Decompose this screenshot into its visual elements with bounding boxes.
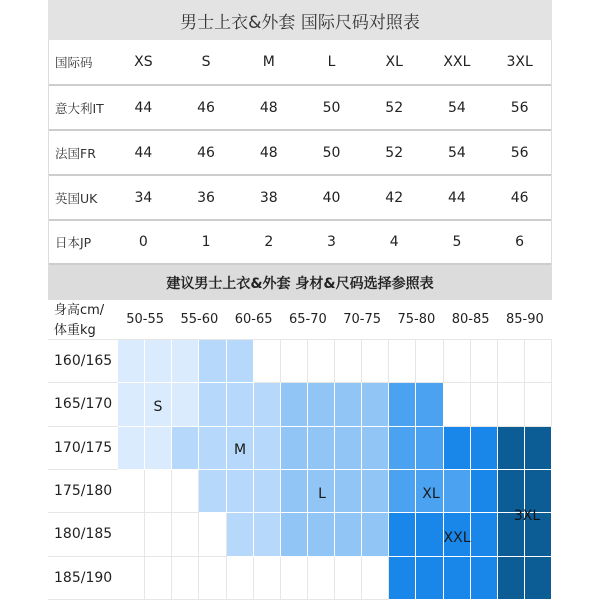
corner-label-height: 身高cm/ (54, 303, 105, 318)
fit-cell (525, 557, 552, 600)
weight-range-header: 75-80 (397, 312, 436, 327)
intl-value: 3XL (506, 54, 533, 70)
fit-cell (308, 513, 335, 556)
fit-cell (254, 557, 281, 600)
intl-row-it (49, 86, 551, 131)
fit-cell (254, 470, 281, 513)
fit-cell (118, 557, 145, 600)
fit-cell (254, 513, 281, 556)
fit-cell (471, 340, 498, 383)
fit-cell (145, 513, 172, 556)
height-range-column (48, 340, 118, 600)
height-range-label: 165/170 (48, 383, 118, 426)
fit-cell (172, 513, 199, 556)
fit-cell (281, 427, 308, 470)
intl-row-size-code (49, 40, 551, 86)
fit-cell (227, 557, 254, 600)
fit-cell (308, 383, 335, 426)
fit-cell (525, 383, 552, 426)
intl-value: L (327, 54, 336, 70)
fit-cell (145, 470, 172, 513)
intl-value: 38 (259, 189, 278, 206)
height-range-label: 185/190 (48, 557, 118, 600)
fit-cell (199, 557, 226, 600)
intl-row-uk (49, 176, 551, 221)
intl-value: 1 (201, 234, 211, 250)
fit-cell (416, 340, 443, 383)
fit-cell (498, 427, 525, 470)
intl-value: XL (385, 54, 403, 70)
fit-guide-title: 建议男士上衣&外套 身材&尺码选择参照表 (166, 275, 434, 292)
fit-cell (308, 557, 335, 600)
fit-cell (254, 340, 281, 383)
fit-cell (362, 470, 389, 513)
corner-label (48, 300, 118, 340)
intl-value: 4 (389, 234, 399, 250)
fit-cell (281, 557, 308, 600)
fit-cell (525, 470, 552, 513)
fit-cell (335, 557, 362, 600)
fit-guide-table (48, 300, 552, 600)
corner-label-weight: 体重kg (54, 323, 96, 338)
intl-size-title-bar (48, 0, 552, 40)
fit-cell (172, 470, 199, 513)
fit-cell (498, 470, 525, 513)
fit-heatmap-grid (118, 340, 552, 600)
fit-cell (416, 557, 443, 600)
fit-cell (389, 427, 416, 470)
intl-value: M (262, 54, 275, 70)
fit-cell (172, 383, 199, 426)
fit-cell (118, 470, 145, 513)
fit-cell (362, 383, 389, 426)
fit-cell (254, 383, 281, 426)
intl-value: XS (134, 54, 153, 70)
fit-cell (308, 340, 335, 383)
fit-cell (471, 557, 498, 600)
intl-value: 46 (197, 99, 215, 116)
intl-value: 5 (452, 234, 462, 250)
weight-range-header: 60-65 (234, 312, 273, 327)
intl-value: 48 (259, 144, 278, 161)
size-zone-label-l: L (318, 486, 326, 502)
intl-row-fr (49, 131, 551, 176)
fit-cell (227, 340, 254, 383)
fit-cell (335, 383, 362, 426)
fit-cell (471, 470, 498, 513)
fit-cell (172, 557, 199, 600)
row-label: 意大利IT (55, 100, 104, 116)
intl-value: 0 (138, 234, 148, 250)
intl-value: 46 (510, 189, 529, 206)
row-label: 国际码 (55, 55, 93, 70)
fit-cell (199, 470, 226, 513)
size-zone-label-3xl: 3XL (513, 508, 541, 524)
intl-value: 56 (510, 99, 529, 116)
fit-cell (362, 557, 389, 600)
weight-range-header: 55-60 (180, 312, 219, 327)
fit-cell (525, 340, 552, 383)
fit-cell (118, 513, 145, 556)
size-zone-label-xl: XL (422, 486, 440, 502)
intl-size-title: 男士上衣&外套 国际尺码对照表 (180, 12, 420, 33)
weight-range-header: 85-90 (505, 312, 544, 327)
fit-cell (416, 383, 443, 426)
fit-cell (444, 340, 471, 383)
intl-size-table (48, 40, 552, 265)
fit-cell (281, 470, 308, 513)
intl-value: 40 (322, 189, 341, 206)
fit-cell (471, 383, 498, 426)
intl-row-jp (49, 221, 551, 265)
intl-value: 36 (197, 189, 215, 206)
fit-cell (389, 340, 416, 383)
weight-range-header-row (118, 300, 552, 340)
intl-value: 6 (515, 234, 525, 250)
intl-value: 3 (327, 234, 336, 250)
fit-cell (471, 513, 498, 556)
intl-value: 50 (322, 144, 341, 161)
fit-cell (416, 513, 443, 556)
fit-cell (118, 383, 145, 426)
intl-value: 44 (448, 189, 466, 206)
fit-cell (389, 557, 416, 600)
fit-cell (335, 340, 362, 383)
fit-cell (199, 513, 226, 556)
fit-cell (118, 427, 145, 470)
fit-cell (227, 513, 254, 556)
weight-range-header: 80-85 (451, 312, 490, 327)
fit-cell (308, 427, 335, 470)
row-label: 日本JP (55, 235, 92, 250)
intl-value: 54 (448, 144, 466, 161)
fit-cell (199, 340, 226, 383)
intl-value: 52 (385, 99, 404, 116)
fit-cell (281, 340, 308, 383)
fit-cell (145, 340, 172, 383)
fit-cell (145, 427, 172, 470)
fit-cell (389, 513, 416, 556)
fit-cell (145, 557, 172, 600)
height-range-label: 175/180 (48, 470, 118, 513)
row-label: 法国FR (55, 145, 96, 161)
fit-cell (335, 513, 362, 556)
fit-cell (335, 427, 362, 470)
fit-cell (227, 383, 254, 426)
fit-cell (389, 383, 416, 426)
intl-value: 52 (385, 144, 404, 161)
fit-cell (498, 383, 525, 426)
fit-cell (362, 340, 389, 383)
fit-cell (172, 340, 199, 383)
fit-cell (254, 427, 281, 470)
intl-value: 44 (134, 144, 153, 161)
fit-cell (199, 383, 226, 426)
intl-value: 34 (134, 189, 153, 206)
fit-cell (444, 557, 471, 600)
fit-cell (199, 427, 226, 470)
height-range-label: 180/185 (48, 513, 118, 556)
weight-range-header: 70-75 (343, 312, 382, 327)
fit-guide-title-bar (48, 265, 552, 300)
intl-value: 46 (197, 144, 215, 161)
intl-value: 42 (385, 189, 404, 206)
weight-range-header: 50-55 (126, 312, 165, 327)
fit-cell (118, 340, 145, 383)
fit-cell (281, 513, 308, 556)
fit-cell (444, 427, 471, 470)
fit-cell (498, 557, 525, 600)
height-range-label: 160/165 (48, 340, 118, 383)
fit-cell (444, 470, 471, 513)
fit-cell (525, 427, 552, 470)
fit-cell (281, 383, 308, 426)
row-label: 英国UK (55, 190, 98, 206)
intl-value: 54 (448, 99, 466, 116)
intl-value: XXL (443, 54, 471, 70)
intl-value: 50 (322, 99, 341, 116)
fit-cell (416, 427, 443, 470)
fit-cell (362, 513, 389, 556)
intl-value: 48 (259, 99, 278, 116)
fit-cell (389, 470, 416, 513)
fit-cell (335, 470, 362, 513)
weight-range-header: 65-70 (288, 312, 327, 327)
fit-cell (172, 427, 199, 470)
fit-cell (471, 427, 498, 470)
size-zone-label-m: M (233, 442, 247, 458)
intl-value: 2 (264, 234, 274, 250)
intl-value: 44 (134, 99, 153, 116)
fit-cell (227, 470, 254, 513)
fit-cell (362, 427, 389, 470)
intl-value: 56 (510, 144, 529, 161)
fit-cell (444, 383, 471, 426)
height-range-label: 170/175 (48, 427, 118, 470)
size-zone-label-xxl: XXL (443, 530, 471, 546)
size-zone-label-s: S (153, 399, 163, 415)
fit-cell (498, 340, 525, 383)
intl-value: S (201, 54, 211, 70)
